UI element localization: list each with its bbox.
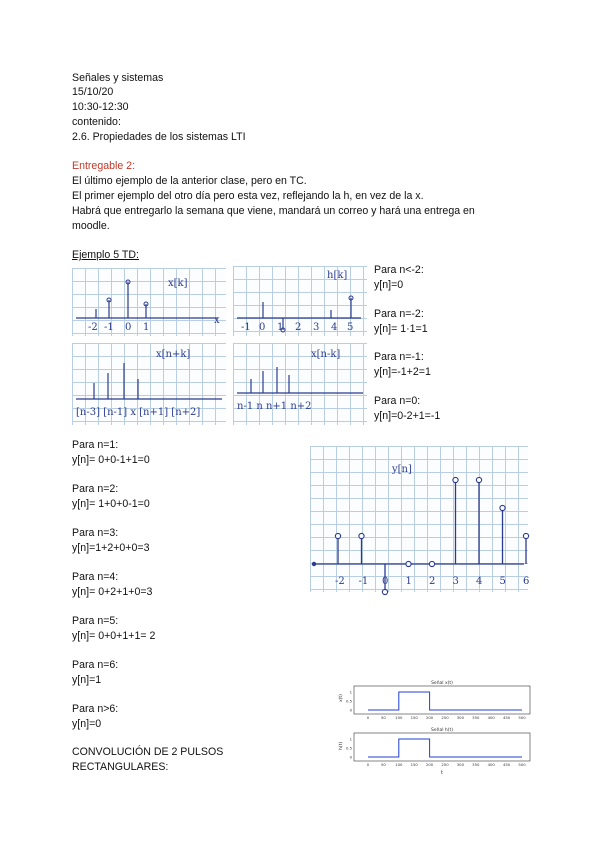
- course-title: Señales y sistemas: [72, 72, 164, 84]
- stem-tick-label: -1: [358, 576, 369, 587]
- pulse-xtick: 250: [441, 715, 449, 720]
- tick-x-3: 0: [125, 322, 132, 333]
- pulse-xtick: 0: [366, 715, 370, 720]
- case-right-1-cond: Para n<-2:: [374, 264, 424, 276]
- pulse-xtick: 450: [502, 715, 511, 720]
- stem-tick-label: 6: [523, 576, 530, 587]
- topic-line: 2.6. Propiedades de los sistemas LTI: [72, 131, 246, 143]
- pulse-xtick: 200: [425, 715, 434, 720]
- deliverable-line-2: El primer ejemplo del otro día pero esta vez, reflejando la h, en vez de la x.: [72, 190, 424, 202]
- pulse-xtick: 0: [366, 762, 370, 767]
- case-n3-result: y[n]=1+2+0+0=3: [72, 542, 150, 554]
- case-right-2-result: y[n]= 1·1=1: [374, 323, 428, 335]
- pulse-ytick: 0.5: [345, 745, 352, 751]
- case-right-3-result: y[n]=-1+2=1: [374, 366, 431, 378]
- xk-label: x[k]: [168, 278, 188, 289]
- case-right-2-cond: Para n=-2:: [374, 308, 424, 320]
- tick-h-7: 5: [347, 322, 354, 333]
- sketch-hk: [233, 266, 367, 336]
- tick-x-4: 1: [143, 322, 150, 333]
- xnk-bottom-label: [n-3] [n-1] x [n+1] [n+2]: [76, 407, 201, 418]
- hk-label: h[k]: [327, 270, 348, 281]
- case-n6-result: y[n]=1: [72, 674, 102, 686]
- case-n3-cond: Para n=3:: [72, 527, 119, 539]
- case-n1-result: y[n]= 0+0-1+1=0: [72, 454, 150, 466]
- stem-tick-label: 3: [452, 576, 459, 587]
- stem-tick-label: 2: [429, 576, 436, 587]
- pulse-xtick: 400: [487, 762, 495, 767]
- stem-marker: [406, 561, 411, 566]
- tick-h-2: 0: [259, 322, 266, 333]
- pulse-ytick: 1: [349, 736, 352, 742]
- pulse-xtick: 350: [472, 715, 480, 720]
- stem-marker: [359, 533, 364, 538]
- case-n5-result: y[n]= 0+0+1+1= 2: [72, 630, 156, 642]
- tick-x-1: -2: [88, 322, 98, 333]
- case-right-1-result: y[n]=0: [374, 279, 404, 291]
- yn-label: y[n]: [392, 464, 412, 475]
- pulse-xtick: 350: [472, 762, 480, 767]
- case-n5-cond: Para n=5:: [72, 615, 119, 627]
- stem-marker: [429, 561, 434, 566]
- xnmk-bottom-label: n-1 n n+1 n+2: [237, 401, 312, 412]
- pulse-xlabel: t: [441, 770, 443, 776]
- pulse-xtick: 50: [380, 715, 386, 720]
- plot2-title: Señal h(t): [430, 728, 454, 733]
- stem-tick-label: -2: [335, 576, 345, 587]
- sketch-xnmk: [233, 343, 367, 425]
- pulse-ytick: 0: [349, 754, 352, 760]
- case-n1-cond: Para n=1:: [72, 439, 119, 451]
- stem-tick-label: 4: [476, 576, 483, 587]
- case-right-4-cond: Para n=0:: [374, 395, 421, 407]
- example-title: Ejemplo 5 TD:: [72, 249, 139, 261]
- case-n2-cond: Para n=2:: [72, 483, 119, 495]
- stem-tick-label: 0: [382, 576, 389, 587]
- sketch-xnk: [72, 343, 226, 425]
- pulse-xtick: 500: [518, 762, 526, 767]
- pulse-ytick: 1: [349, 689, 352, 695]
- stem-axis-dot: [312, 562, 316, 566]
- case-ngt6-cond: Para n>6:: [72, 703, 119, 715]
- convolution-title-2: RECTANGULARES:: [72, 761, 169, 773]
- stem-marker: [476, 477, 481, 482]
- stem-tick-label: 5: [499, 576, 506, 587]
- case-ngt6-result: y[n]=0: [72, 718, 102, 730]
- pulse-xtick: 300: [456, 762, 465, 767]
- stem-marker: [335, 533, 340, 538]
- tick-h-4: 2: [295, 322, 302, 333]
- pulse-xtick: 250: [441, 762, 449, 767]
- stem-marker: [453, 477, 458, 482]
- stem-marker: [500, 505, 505, 510]
- deliverable-title: Entregable 2:: [72, 160, 136, 172]
- sketch-xk: [72, 268, 226, 336]
- class-date: 15/10/20: [72, 86, 114, 98]
- deliverable-line-1: El último ejemplo de la anterior clase, pero en TC.: [72, 175, 307, 187]
- pulse-ytick: 0.5: [345, 698, 352, 704]
- stem-marker: [523, 533, 528, 538]
- plot1-title: Señal x(t): [431, 681, 453, 686]
- case-n2-result: y[n]= 1+0+0-1=0: [72, 498, 150, 510]
- pulse-xtick: 300: [456, 715, 465, 720]
- deliverable-line-4: moodle.: [72, 220, 110, 232]
- tick-h-3: 1: [277, 322, 284, 333]
- pulse-xtick: 100: [395, 762, 403, 767]
- tick-h-6: 4: [331, 322, 338, 333]
- case-n4-cond: Para n=4:: [72, 571, 119, 583]
- pulse-xtick: 150: [410, 715, 418, 720]
- class-time: 10:30-12:30: [72, 101, 129, 113]
- stem-tick-label: 1: [405, 576, 412, 587]
- case-right-3-cond: Para n=-1:: [374, 351, 424, 363]
- pulse-xtick: 450: [502, 762, 511, 767]
- xnk-label: x[n+k]: [156, 349, 191, 360]
- tick-h-1: -1: [241, 322, 251, 333]
- xnmk-label: x[n-k]: [311, 349, 341, 360]
- case-n6-cond: Para n=6:: [72, 659, 119, 671]
- pulse-xtick: 100: [395, 715, 403, 720]
- stem-marker: [382, 589, 387, 594]
- tick-h-5: 3: [313, 322, 320, 333]
- plot2-ylabel: h(t): [339, 741, 344, 750]
- pulse-xtick: 400: [487, 715, 495, 720]
- pulse-xtick: 50: [380, 762, 386, 767]
- plot1-ylabel: x(t): [339, 694, 344, 702]
- pulse-xtick: 500: [518, 715, 526, 720]
- contents-label: contenido:: [72, 116, 121, 128]
- case-n4-result: y[n]= 0+2+1+0=3: [72, 586, 153, 598]
- pulse-xtick: 150: [410, 762, 418, 767]
- pulse-xtick: 200: [425, 762, 434, 767]
- tick-x-2: -1: [104, 322, 114, 333]
- pulse-plots: [336, 676, 532, 780]
- case-right-4-result: y[n]=0-2+1=-1: [374, 410, 441, 422]
- output-stem-plot: [310, 446, 528, 592]
- convolution-title-1: CONVOLUCIÓN DE 2 PULSOS: [72, 746, 224, 758]
- xaxis-label: x: [214, 315, 220, 326]
- pulse-ytick: 0: [349, 707, 352, 713]
- deliverable-line-3: Habrá que entregarlo la semana que viene, mandará un correo y hará una entrega en: [72, 205, 475, 217]
